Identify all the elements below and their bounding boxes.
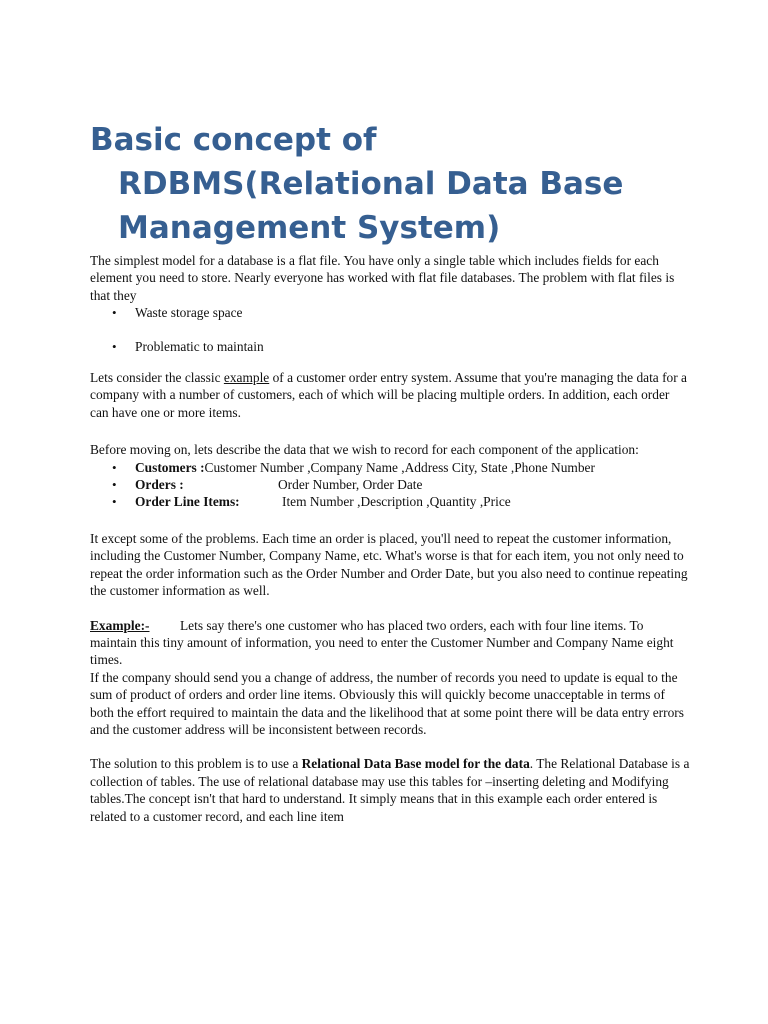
component-label: Orders :	[135, 477, 184, 493]
solution-paragraph	[90, 755, 690, 825]
example-link[interactable]: example	[223, 370, 270, 386]
component-orders	[90, 476, 690, 493]
component-value: Customer Number ,Company Name ,Address City, State ,Phone Number	[204, 459, 595, 475]
title-line-1: Basic concept of	[90, 122, 377, 158]
before-moving-paragraph: Before moving on, lets describe the data that we wish to record for each component of the application:	[90, 442, 639, 458]
intro-paragraph: The simplest model for a database is a flat file. You have only a single table which includes fields for each element you need to store. Nearly everyone has worked with flat file databases. The problem with flat files is that they	[90, 253, 675, 303]
title-line-3: Management System)	[118, 210, 501, 246]
solution-bold-text: Relational Data Base model for the data	[301, 756, 530, 772]
problem-item-maintain: • Problematic to maintain	[90, 338, 690, 355]
example-paragraph	[90, 617, 690, 669]
component-value: Item Number ,Description ,Quantity ,Price	[282, 494, 511, 510]
component-label: Order Line Items:	[135, 494, 240, 510]
page-title	[90, 118, 690, 250]
example-text: Lets say there's one customer who has placed two orders, each with four line items. To maintain this tiny amount of information, you need to enter the Customer Number and Company Name eight times.	[90, 617, 674, 668]
example-label: Example:-	[90, 617, 150, 633]
title-line-2: RDBMS(Relational Data Base	[118, 166, 624, 202]
problems-paragraph: It except some of the problems. Each time an order is placed, you'll need to repeat the customer information, including the Customer Number, Company Name, etc. What's worse is that for each item, you not only need to repeat the order information such as the Order Number and Order Date, but you also need to continue repeating the customer information as well.	[90, 530, 688, 599]
components-list	[90, 459, 690, 511]
document-page	[90, 118, 690, 825]
component-label: Customers :	[135, 459, 205, 475]
consider-text-before: Lets consider the classic	[90, 370, 224, 386]
solution-text-before: The solution to this problem is to use a	[90, 756, 302, 772]
consider-paragraph	[90, 369, 690, 421]
problem-item-storage: • Waste storage space	[90, 304, 690, 321]
component-order-line-items	[90, 493, 690, 510]
component-value: Order Number, Order Date	[278, 477, 423, 493]
consider-text-after: of a customer order entry system. Assume that you're managing the data for a company with a number of customers, each of which will be placing multiple orders. In addition, each order can have one or more items.	[90, 370, 688, 420]
component-customers	[90, 459, 690, 476]
solution-text-after: . The Relational Database is a collection of tables. The use of relational database may use this tables for –inserting deleting and Modifying tables.The concept isn't that hard to understand. It simply means that in this example each order entered is related to a customer record, and each line item	[90, 756, 690, 824]
address-change-paragraph: If the company should send you a change of address, the number of records you need to update is equal to the sum of product of orders and order line items. Obviously this will quickly become unacceptable in terms of both the effort required to maintain the data and the likelihood that at some point there will be data entry errors and the customer address will be inconsistent between records.	[90, 669, 684, 737]
problems-list	[90, 304, 690, 355]
